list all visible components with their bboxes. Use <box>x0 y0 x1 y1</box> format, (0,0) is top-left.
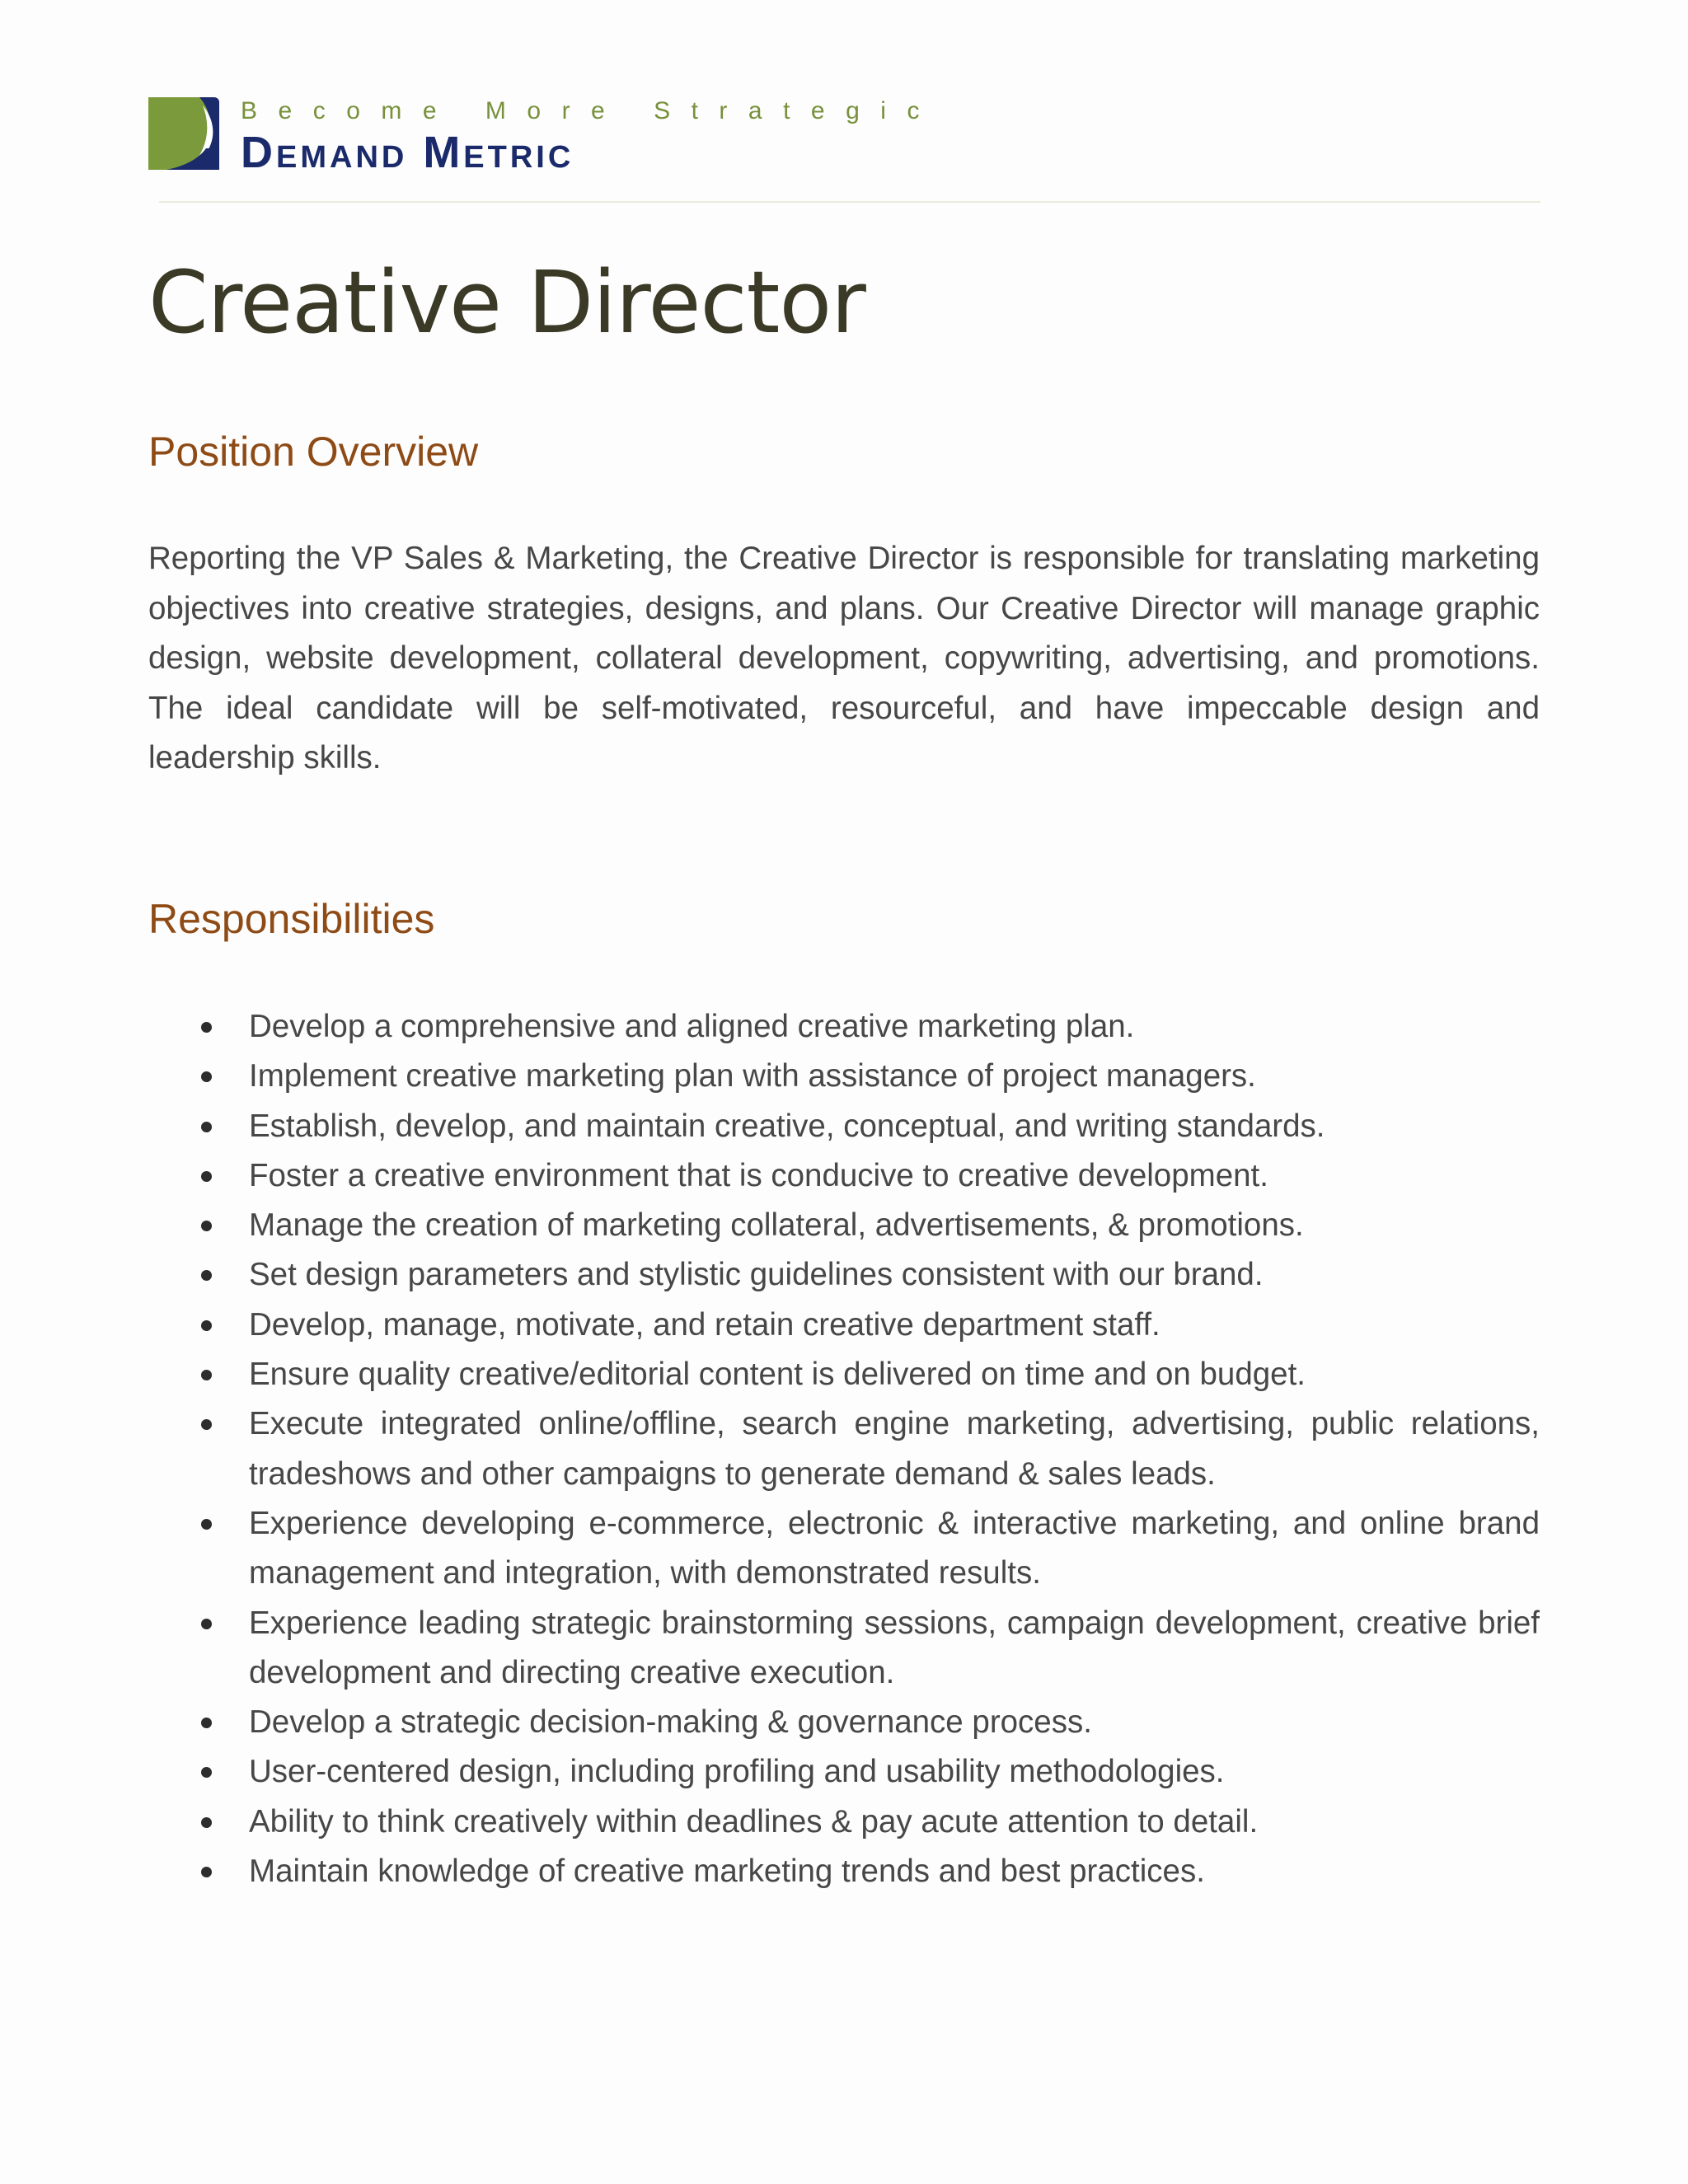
bullet-icon <box>201 1122 212 1132</box>
position-overview-text: Reporting the VP Sales & Marketing, the Creative Director is responsible for translating marketing objectives into creative strategies, designs, and plans. Our Creative Director will manage graphic design, website development, collateral development, copywriting, advertising, and promotions. The ideal candidate will be self-motivated, resourceful, and have impeccable design and leadership skills. <box>148 541 1540 776</box>
bullet-icon <box>201 1867 212 1877</box>
responsibility-item <box>148 1301 1540 1350</box>
responsibility-text: Foster a creative environment that is conducive to creative development. <box>249 1157 1268 1193</box>
page-title: Creative Director <box>148 252 865 353</box>
responsibility-text: Maintain knowledge of creative marketing trends and best practices. <box>249 1854 1205 1890</box>
bullet-icon <box>201 1320 212 1331</box>
responsibility-item <box>148 1747 1540 1797</box>
responsibility-text: Set design parameters and stylistic guidelines consistent with our brand. <box>249 1257 1264 1293</box>
logo-brand-name: Demand Metric <box>241 128 574 177</box>
responsibility-text: Experience developing e-commerce, electronic & interactive marketing, and online brand management and integration, with demonstrated results. <box>249 1505 1540 1591</box>
responsibility-item <box>148 1399 1540 1499</box>
bullet-icon <box>201 1071 212 1082</box>
responsibility-item <box>148 1499 1540 1599</box>
responsibility-text: Manage the creation of marketing collateral, advertisements, & promotions. <box>249 1207 1304 1244</box>
logo-tagline: Become More Strategic <box>241 97 940 124</box>
responsibility-item <box>148 1201 1540 1250</box>
responsibility-item <box>148 1250 1540 1300</box>
responsibility-text: Develop a comprehensive and aligned creative marketing plan. <box>249 1009 1135 1044</box>
bullet-icon <box>201 1519 212 1530</box>
bullet-icon <box>201 1370 212 1380</box>
responsibility-text: Establish, develop, and maintain creative, conceptual, and writing standards. <box>249 1108 1325 1144</box>
bullet-icon <box>201 1718 212 1728</box>
bullet-icon <box>201 1619 212 1629</box>
bullet-icon <box>201 1419 212 1430</box>
bullet-icon <box>201 1817 212 1828</box>
bullet-icon <box>201 1221 212 1231</box>
bullet-icon <box>201 1767 212 1778</box>
responsibility-text: Ensure quality creative/editorial content is delivered on time and on budget. <box>249 1357 1306 1393</box>
responsibility-item <box>148 1847 1540 1896</box>
responsibility-text: Ability to think creatively within deadlines & pay acute attention to detail. <box>249 1803 1259 1840</box>
responsibility-text: Develop a strategic decision-making & governance process. <box>249 1704 1092 1741</box>
responsibility-text: Execute integrated online/offline, search engine marketing, advertising, public relations, tradeshows and other campaigns to generate demand & sales leads. <box>249 1406 1540 1492</box>
demand-metric-logo-icon <box>148 97 219 170</box>
bullet-icon <box>201 1022 212 1033</box>
responsibility-item <box>148 1599 1540 1699</box>
bullet-icon <box>201 1270 212 1281</box>
responsibility-item <box>148 1698 1540 1747</box>
bullet-icon <box>201 1171 212 1182</box>
responsibility-text: Implement creative marketing plan with assistance of project managers. <box>249 1058 1256 1094</box>
responsibility-item <box>148 1151 1540 1201</box>
responsibilities-list <box>148 1002 1540 1896</box>
position-overview-heading: Position Overview <box>148 429 479 475</box>
responsibility-item <box>148 1350 1540 1399</box>
demand-metric-logo <box>148 91 940 177</box>
responsibility-item <box>148 1102 1540 1151</box>
responsibility-item <box>148 1052 1540 1101</box>
responsibility-text: Experience leading strategic brainstorming sessions, campaign development, creative brief development and directing creative execution. <box>249 1605 1540 1690</box>
responsibility-item <box>148 1797 1540 1847</box>
responsibility-text: Develop, manage, motivate, and retain creative department staff. <box>249 1306 1160 1343</box>
responsibility-item <box>148 1002 1540 1052</box>
header-divider <box>159 201 1540 203</box>
responsibilities-heading: Responsibilities <box>148 896 435 942</box>
responsibility-text: User-centered design, including profiling and usability methodologies. <box>249 1754 1225 1790</box>
